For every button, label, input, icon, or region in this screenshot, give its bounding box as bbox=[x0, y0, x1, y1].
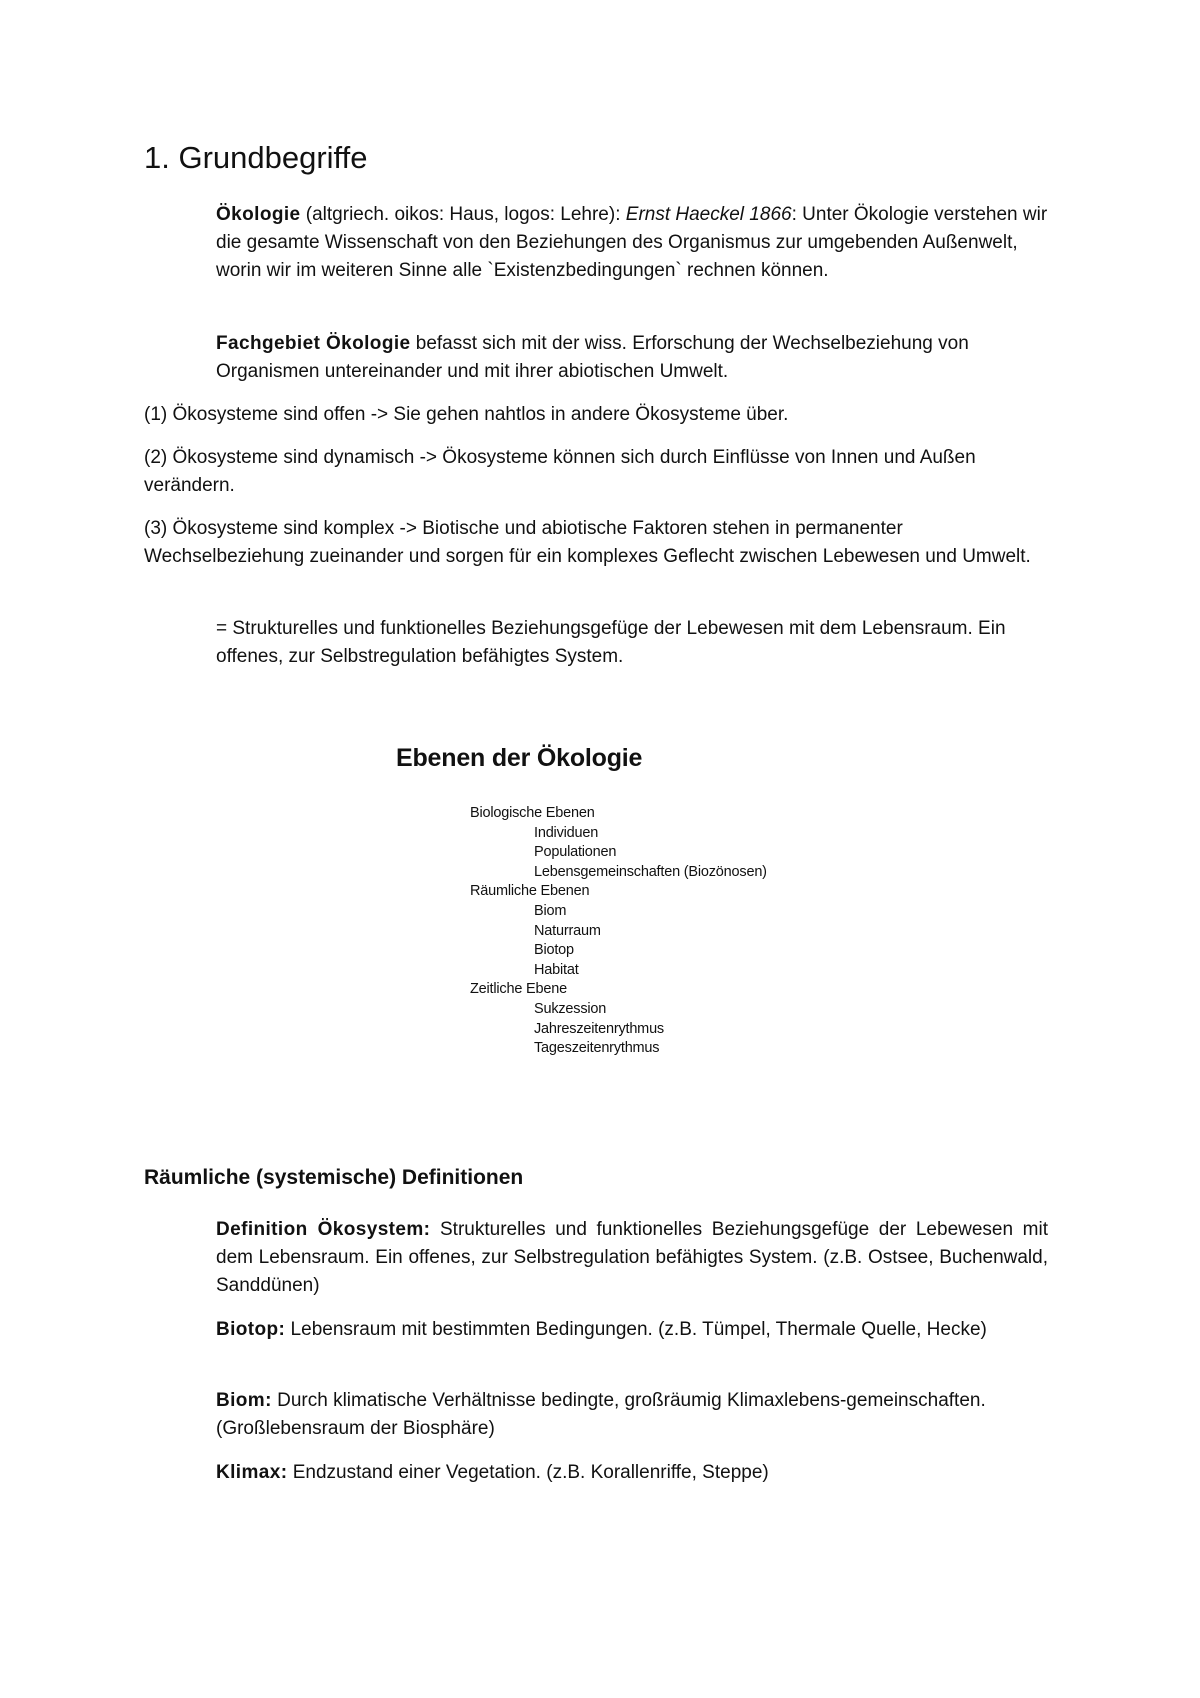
summary-text: = Strukturelles und funktionelles Beziehungsgefüge der Lebewesen mit dem Lebensraum. Ein offenes, zur Selbstregulation befähigtes System. bbox=[216, 618, 1006, 667]
list-item: Biom bbox=[534, 902, 567, 919]
list-item: Räumliche Ebenen bbox=[470, 883, 590, 900]
figure-title: Ebenen der Ökologie bbox=[396, 744, 643, 772]
page-title: 1. Grundbegriffe bbox=[144, 140, 368, 175]
list-item: Jahreszeitenrythmus bbox=[534, 1020, 664, 1037]
oekologie-etymology: (altgriech. oikos: Haus, logos: Lehre): bbox=[300, 204, 626, 225]
point-1: (1) Ökosysteme sind offen -> Sie gehen nahtlos in andere Ökosysteme über. bbox=[144, 404, 789, 425]
oekosystem-text: Strukturelles und funktionelles Beziehungsgefüge der Lebewesen mit dem Lebensraum. Ein offenes, zur Selbstregulation befähigtes System. (z.B. Ostsee, Buchenwald, Sanddünen) bbox=[216, 1219, 1048, 1296]
definition-oekologie bbox=[216, 201, 1048, 285]
definition-fachgebiet bbox=[216, 330, 1048, 386]
ebenen-list bbox=[470, 804, 767, 1059]
klimax-text: Endzustand einer Vegetation. (z.B. Korallenriffe, Steppe) bbox=[287, 1462, 769, 1483]
oekologie-author: Ernst Haeckel 1866 bbox=[625, 204, 792, 225]
definition-biotop bbox=[216, 1316, 1048, 1344]
list-item: Biologische Ebenen bbox=[470, 805, 595, 821]
biotop-text: Lebensraum mit bestimmten Bedingungen. (z.B. Tümpel, Thermale Quelle, Hecke) bbox=[285, 1319, 987, 1340]
list-item: Zeitliche Ebene bbox=[470, 981, 567, 998]
section-title: Räumliche (systemische) Definitionen bbox=[144, 1166, 524, 1189]
list-item: Naturraum bbox=[534, 922, 601, 939]
point-2: (2) Ökosysteme sind dynamisch -> Ökosysteme können sich durch Einflüsse von Innen und Außen verändern. bbox=[144, 447, 976, 496]
list-item: Habitat bbox=[534, 961, 579, 978]
list-item: Tageszeitenrythmus bbox=[534, 1040, 660, 1057]
list-item: Lebensgemeinschaften (Biozönosen) bbox=[534, 863, 767, 880]
list-item: Populationen bbox=[534, 844, 617, 861]
point-3: (3) Ökosysteme sind komplex -> Biotische und abiotische Faktoren stehen in permanenter Wechselbeziehung zueinander und sorgen für ein komplexes Geflecht zwischen Lebewesen und Umwelt. bbox=[144, 518, 1031, 567]
term-biotop: Biotop: bbox=[216, 1319, 286, 1340]
ebenen-figure bbox=[396, 744, 916, 1074]
term-fachgebiet: Fachgebiet Ökologie bbox=[216, 333, 411, 354]
term-oekosystem: Definition Ökosystem: bbox=[216, 1219, 431, 1240]
definition-klimax bbox=[216, 1459, 1048, 1487]
fachgebiet-text: befasst sich mit der wiss. Erforschung der Wechselbeziehung von Organismen untereinander und mit ihrer abiotischen Umwelt. bbox=[216, 333, 969, 382]
term-klimax: Klimax: bbox=[216, 1462, 288, 1483]
term-biom: Biom: bbox=[216, 1390, 272, 1411]
definition-oekosystem bbox=[216, 1216, 1048, 1300]
term-oekologie: Ökologie bbox=[216, 204, 301, 225]
list-item: Individuen bbox=[534, 824, 599, 841]
list-item: Sukzession bbox=[534, 1000, 607, 1017]
list-item: Biotop bbox=[534, 942, 574, 959]
biom-text: Durch klimatische Verhältnisse bedingte, großräumig Klimaxlebens-gemeinschaften. (Großlebensraum der Biosphäre) bbox=[216, 1390, 986, 1439]
definition-biom bbox=[216, 1387, 1048, 1443]
oekologie-quote: : Unter Ökologie verstehen wir die gesamte Wissenschaft von den Beziehungen des Organismus zur umgebenden Außenwelt, worin wir im weiteren Sinne alle `Existenzbedingungen` rechnen können. bbox=[216, 204, 1048, 281]
